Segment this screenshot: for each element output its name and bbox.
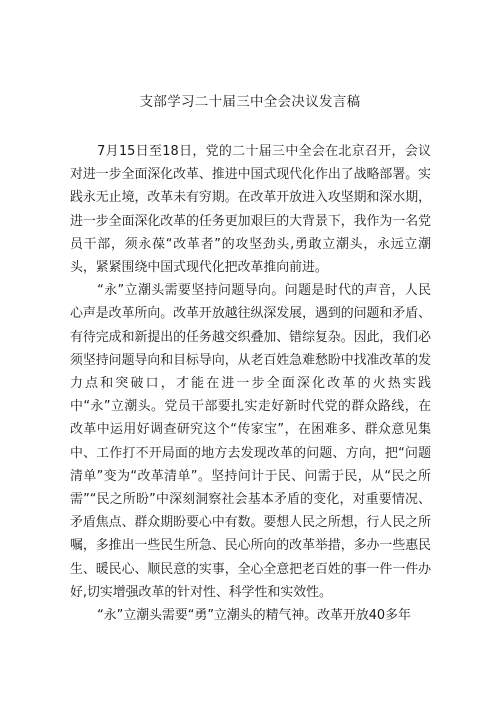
document-body xyxy=(70,140,431,627)
page-title: 支部学习二十届三中全会决议发言稿 xyxy=(139,94,361,110)
paragraph-problem-orientation: “永”立潮头需要坚持问题导向。问题是时代的声音，人民心声是改革所向。改革开放越往纵深发展，遇到的问题和矛盾、有待完成和新提出的任务越交织叠加、错综复杂。因此，我们必须坚持问题导向和目标导向，从老百姓急难愁盼中找准改革的发力点和突破口，才能在进一步全面深化改革的火热实践中“永”立潮头。党员干部要扎实走好新时代党的群众路线，在改革中运用好调查研究这个“传家宝”，在困难多、群众意见集中、工作打不开局面的地方去发现改革的问题、方向，把“问题清单”变为“改革清单”。坚持问计于民、问需于民，从“民之所需”“民之所盼”中深刻洞察社会基本矛盾的变化，对重要情况、矛盾焦点、群众期盼要心中有数。要想人民之所想，行人民之所嘱，多推出一些民生所急、民心所向的改革举措，多办一些惠民生、暖民心、顺民意的实事，全心全意把老百姓的事一件一件办好,切实增强改革的针对性、科学性和实效性。 xyxy=(70,283,431,600)
paragraph-courage: “永”立潮头需要“勇”立潮头的精气神。改革开放40多年 xyxy=(97,608,411,624)
paragraph-intro: 7月15日至18日，党的二十届三中全会在北京召开，会议对进一步全面深化改革、推进中国式现代化作出了战略部署。实践永无止境，改革未有穷期。在改革开放进入攻坚期和深水期，进一步全面深化改革的任务更加艰巨的大背景下，我作为一名党员干部，须永葆“改革者”的攻坚劲头,勇敢立潮头，永远立潮头，紧紧围绕中国式现代化把改革推向前进。 xyxy=(70,144,431,276)
